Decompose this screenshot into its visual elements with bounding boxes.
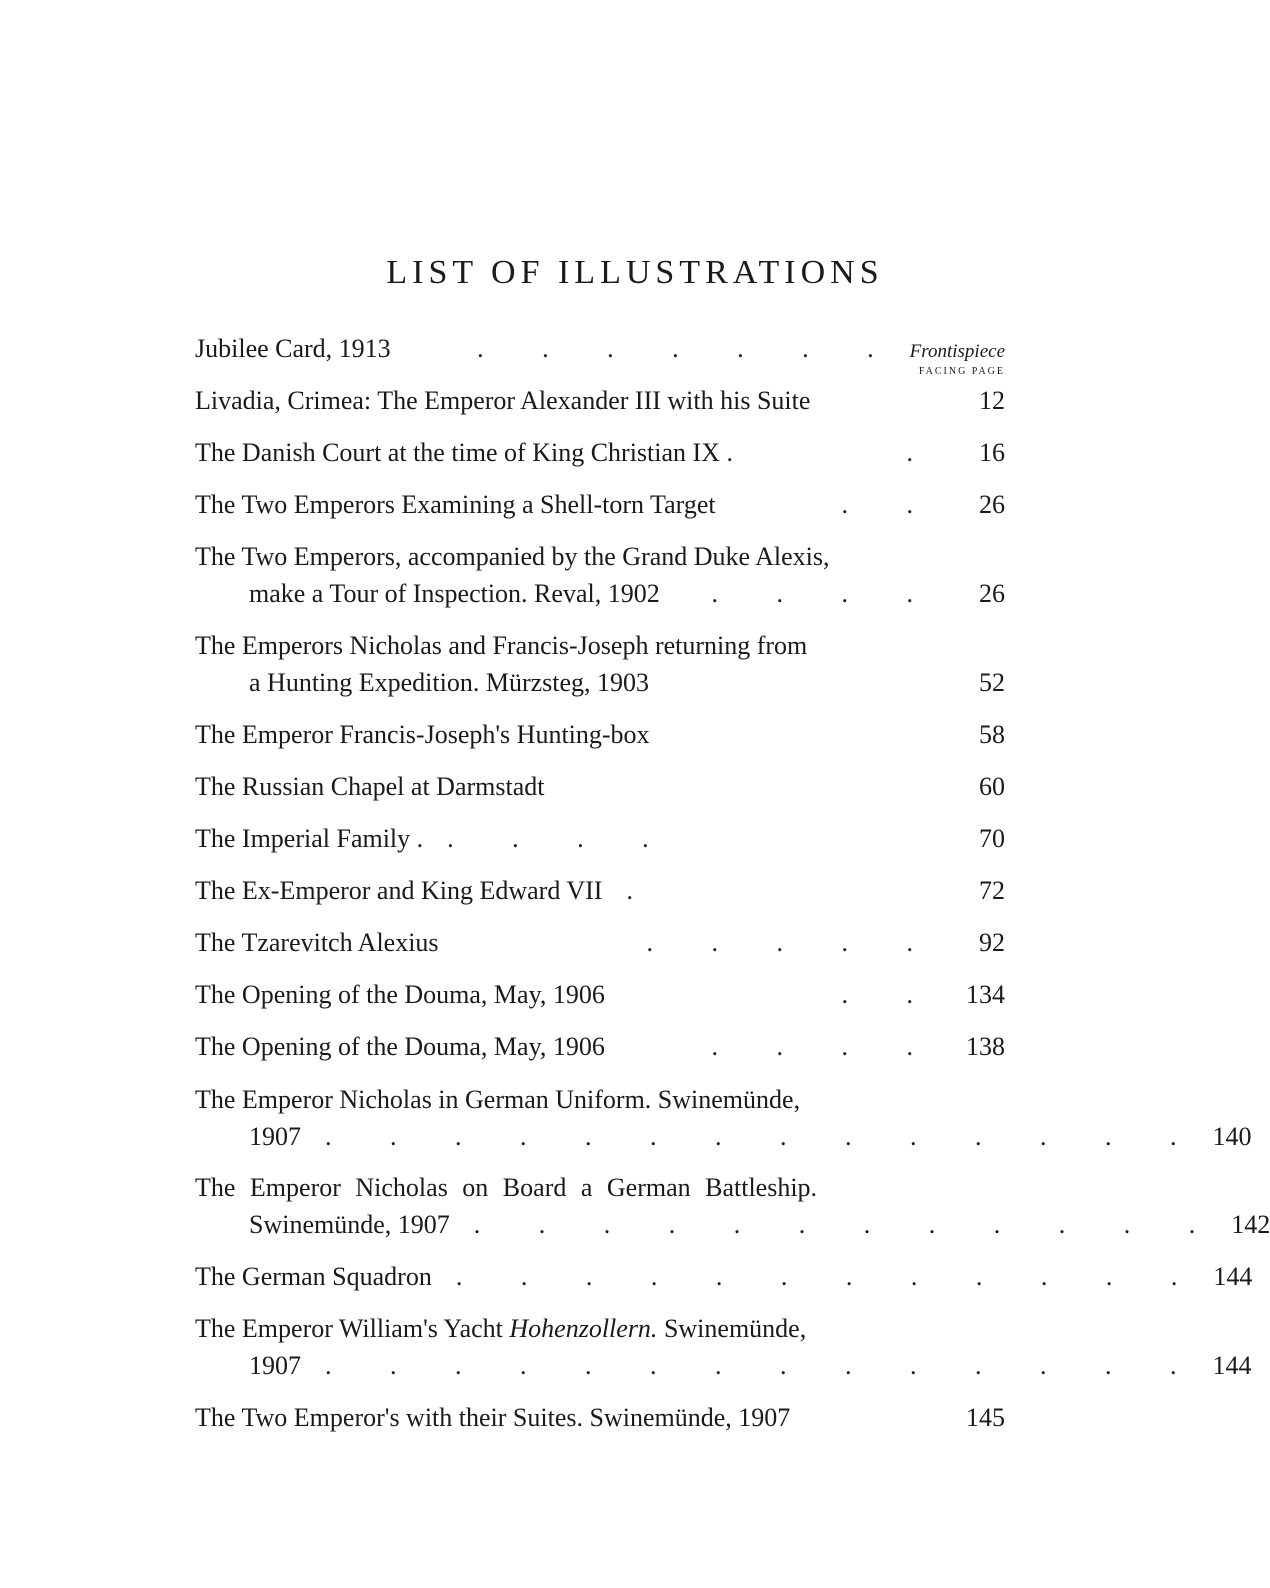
entry-title: The Danish Court at the time of King Christian IX . (195, 438, 733, 467)
entry-title: The Russian Chapel at Darmstadt (195, 772, 545, 801)
page-number: 92 (979, 928, 1005, 957)
entry-title: Livadia, Crimea: The Emperor Alexander III with his Suite (195, 386, 811, 415)
facing-page-label: FACING PAGE (918, 366, 1005, 377)
dot-leader: . . . . . . . . . . . . . . (325, 1351, 1203, 1380)
page-number: 58 (979, 720, 1005, 749)
dot-leader: . . . . . . . . . . . . . . (325, 1122, 1203, 1151)
entry-title: The German Squadron (195, 1262, 432, 1291)
dot-leader: . . . . (447, 824, 675, 853)
list-item (195, 382, 1005, 419)
page-number: 60 (979, 772, 1005, 801)
page-number: 138 (966, 1032, 1005, 1061)
page-title: LIST OF ILLUSTRATIONS (386, 254, 884, 291)
entry-title: The Opening of the Douma, May, 1906 (195, 980, 605, 1009)
list-item (195, 716, 1005, 753)
page-number: 12 (979, 386, 1005, 415)
dot-leader: . . (841, 980, 939, 1009)
entry-title-continued: 1907 (249, 1122, 301, 1151)
page-number: 70 (979, 824, 1005, 853)
list-item (195, 1169, 1270, 1243)
entry-title: The Emperor William's Yacht Hohenzollern. Swinemünde, (195, 1314, 807, 1343)
list-item (195, 538, 1005, 612)
list-item (195, 976, 1005, 1013)
list-item (195, 768, 1005, 805)
page-number: 134 (966, 980, 1005, 1009)
page-number: 16 (979, 438, 1005, 467)
entry-title-continued: a Hunting Expedition. Mürzsteg, 1903 (249, 668, 650, 697)
page-number: 144 (1212, 1351, 1252, 1380)
entry-title: The Tzarevitch Alexius (195, 928, 439, 957)
entry-title-continued: Swinemünde, 1907 (249, 1210, 450, 1239)
list-item (195, 1310, 1252, 1384)
entry-title: Jubilee Card, 1913 (195, 334, 391, 363)
entry-title: The Two Emperors Examining a Shell-torn Target (195, 490, 716, 519)
list-item (195, 1081, 1252, 1155)
list-item (195, 872, 1005, 909)
dot-leader: . . . . . . . (477, 334, 900, 363)
page-number: 26 (979, 490, 1005, 519)
ship-name: Hohenzollern. (509, 1314, 658, 1343)
page-number: 142 (1231, 1210, 1270, 1239)
dot-leader: . . . . (711, 1032, 939, 1061)
list-item (195, 924, 1005, 961)
entry-title: The Emperor Nicholas in German Uniform. Swinemünde, (195, 1085, 801, 1114)
list-item (195, 820, 1005, 857)
list-item (195, 434, 1005, 471)
list-item (195, 627, 1005, 701)
list-item (195, 1028, 1005, 1065)
entry-title-continued: make a Tour of Inspection. Reval, 1902 (249, 579, 660, 608)
dot-leader: . . (841, 490, 939, 519)
list-item (195, 1258, 1253, 1295)
dot-leader: . . . . . . . . . . . . (455, 1262, 1204, 1291)
dot-leader: . . . . (711, 579, 939, 608)
list-item (195, 330, 1005, 370)
entry-title: The Emperors Nicholas and Francis-Joseph returning from (195, 631, 808, 660)
page-number: Frontispiece (909, 341, 1005, 362)
entry-title: The Two Emperor's with their Suites. Swinemünde, 1907 (195, 1403, 791, 1432)
list-item (195, 486, 1005, 523)
list-item (195, 1399, 1005, 1436)
page-number: 26 (979, 579, 1005, 608)
entry-title: The Opening of the Douma, May, 1906 (195, 1032, 605, 1061)
entry-title-continued: 1907 (249, 1351, 301, 1380)
dot-leader: . . . . . (646, 928, 939, 957)
entry-title: The Emperor Francis-Joseph's Hunting-box (195, 720, 650, 749)
dot-leader: . . . . . . . . . . . . (473, 1210, 1222, 1239)
page-number: 72 (979, 876, 1005, 905)
entry-title: The Emperor Nicholas on Board a German Battleship. (195, 1173, 818, 1202)
page-number: 144 (1213, 1262, 1253, 1291)
page-number: 140 (1212, 1122, 1252, 1151)
entry-title: The Ex-Emperor and King Edward VII (195, 876, 603, 905)
dot-leader: . (626, 876, 659, 905)
entry-title: The Imperial Family . (195, 824, 424, 853)
dot-leader: . (906, 438, 939, 467)
entry-title: The Two Emperors, accompanied by the Grand Duke Alexis, (195, 542, 830, 571)
page-number: 145 (966, 1403, 1005, 1432)
page-number: 52 (979, 668, 1005, 697)
